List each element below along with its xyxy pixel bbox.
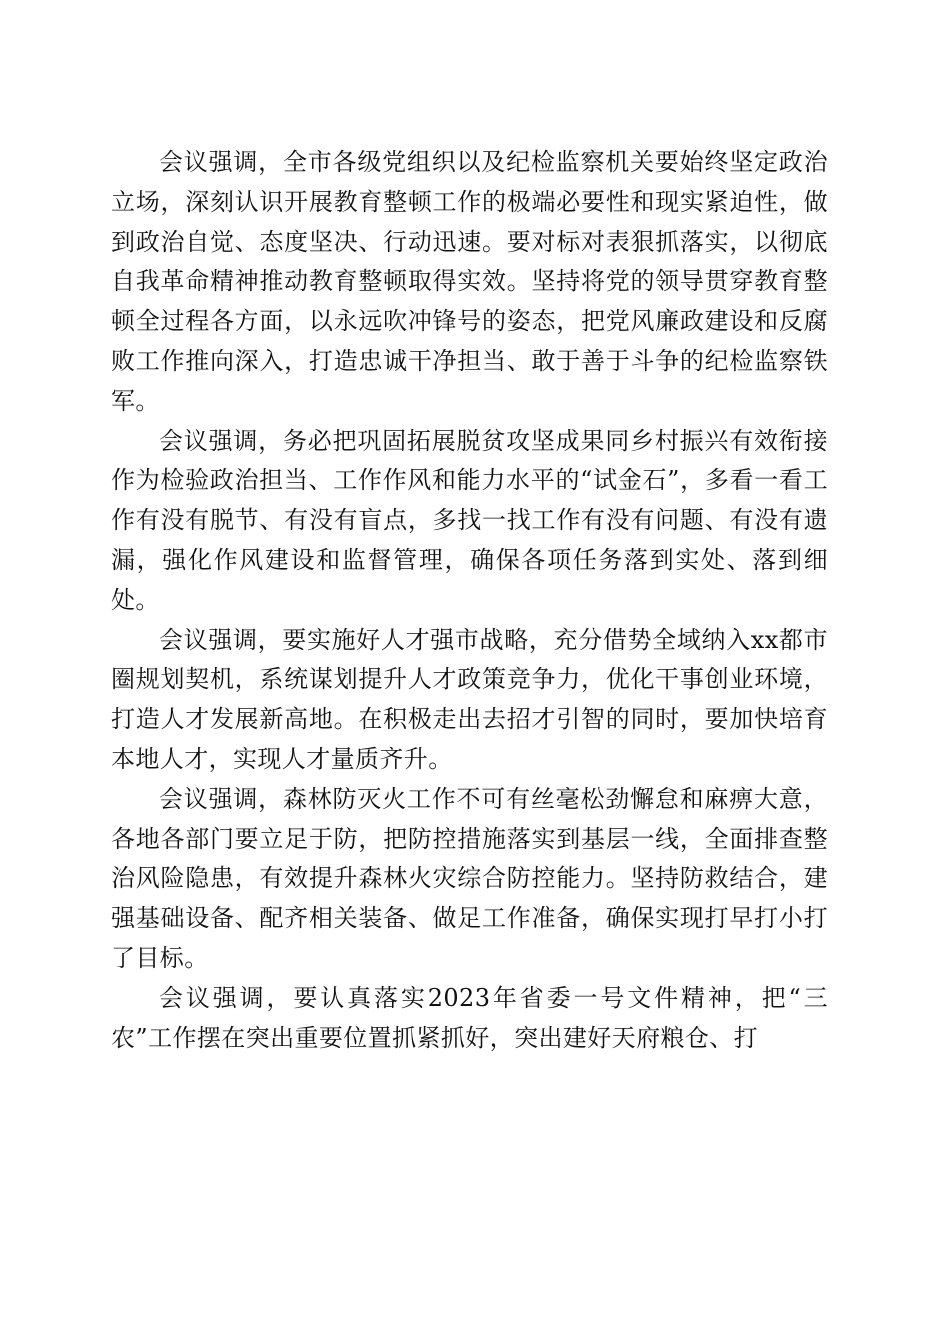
paragraph-rural-revitalization: 会议强调，务必把巩固拓展脱贫攻坚成果同乡村振兴有效衔接作为检验政治担当、工作作风和能力水平的“试金石”，多看一看工作有没有脱节、有没有盲点，多找一找工作有没有问题、有没有遗漏，强化作风建设和监督管理，确保各项任务落到实处、落到细处。 [111, 426, 828, 614]
paragraph-agriculture-document: 会议强调，要认真落实2023年省委一号文件精神，把“三农”工作摆在突出重要位置抓紧抓好，突出建好天府粮仓、打 [111, 983, 828, 1052]
paragraph-talent-strategy: 会议强调，要实施好人才强市战略，充分借势全域纳入xx都市圈规划契机，系统谋划提升人才政策竞争力，优化干事创业环境，打造人才发展新高地。在积极走出去招才引智的同时，要加快培育本地人才，实现人才量质齐升。 [111, 625, 828, 773]
paragraph-forest-fire-prevention: 会议强调，森林防灭火工作不可有丝毫松劲懈怠和麻痹大意，各地各部门要立足于防，把防控措施落实到基层一线，全面排查整治风险隐患，有效提升森林火灾综合防控能力。坚持防救结合，建强基础设备、配齐相关装备、做足工作准备，确保实现打早打小打了目标。 [111, 784, 828, 972]
paragraph-discipline-inspection: 会议强调，全市各级党组织以及纪检监察机关要始终坚定政治立场，深刻认识开展教育整顿工作的极端必要性和现实紧迫性，做到政治自觉、态度坚决、行动迅速。要对标对表狠抓落实，以彻底自我革命精神推动教育整顿取得实效。坚持将党的领导贯穿教育整顿全过程各方面，以永远吹冲锋号的姿态，把党风廉政建设和反腐败工作推向深入，打造忠诚干净担当、敢于善于斗争的纪检监察铁军。 [111, 148, 828, 415]
document-body [111, 143, 828, 1058]
